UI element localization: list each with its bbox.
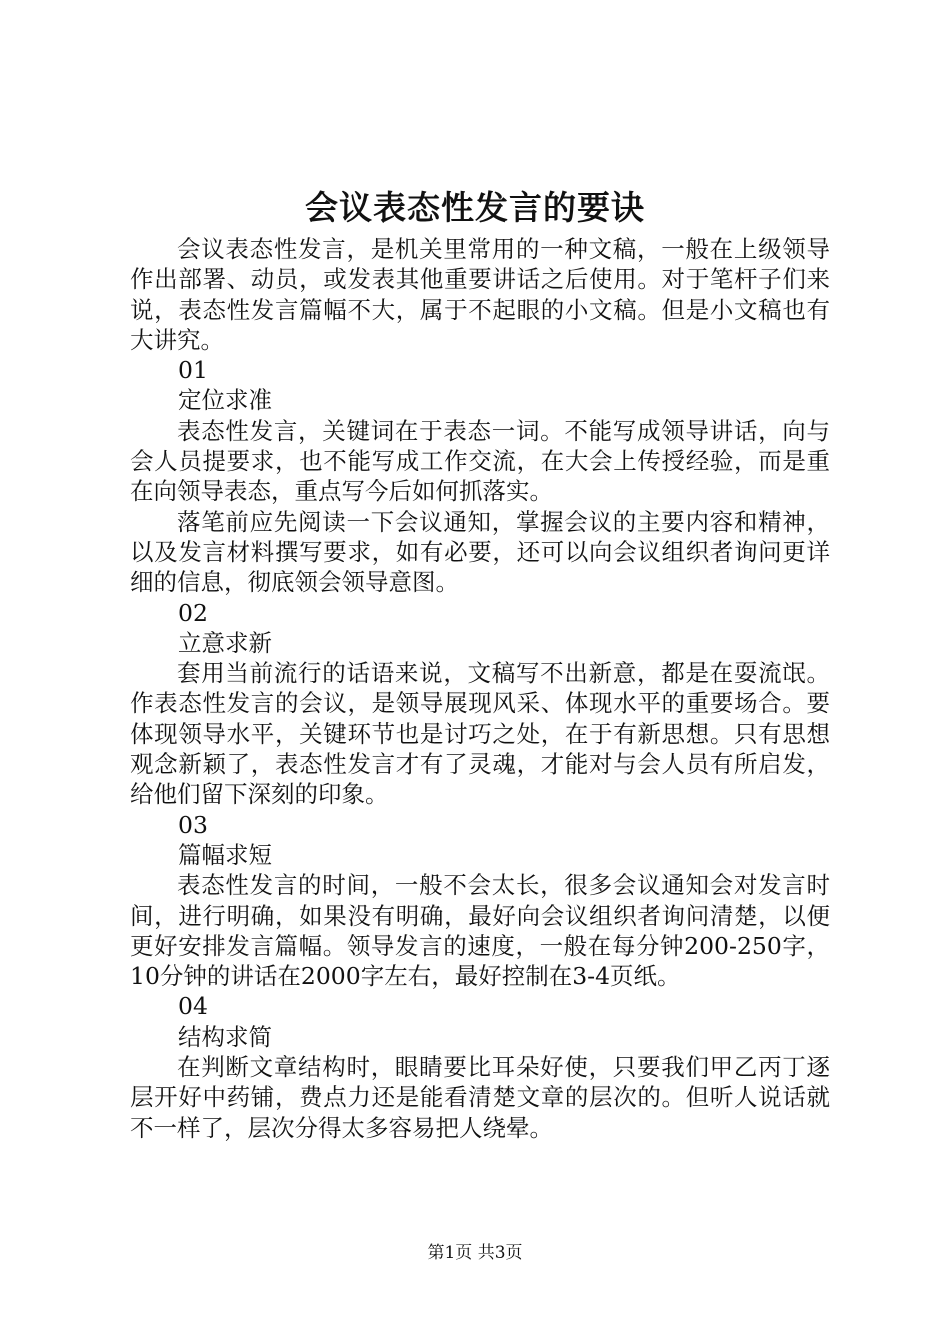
section-number: 02 — [178, 598, 208, 627]
section-heading: 篇幅求短 — [178, 840, 272, 869]
body-paragraph: 表态性发言的时间，一般不会太长，很多会议通知会对发言时间，进行明确，如果没有明确，最好向会议组织者询问清楚，以便更好安排发言篇幅。领导发言的速度，一般在每分钟200-250字，10分钟的讲话在2000字左右，最好控制在3-4页纸。 — [130, 871, 830, 991]
body-paragraph: 套用当前流行的话语来说，文稿写不出新意，都是在耍流氓。作表态性发言的会议，是领导展现风采、体现水平的重要场合。要体现领导水平，关键环节也是讨巧之处，在于有新思想。只有思想观念新颖了，表态性发言才有了灵魂，才能对与会人员有所启发，给他们留下深刻的印象。 — [130, 659, 830, 809]
body-paragraph: 表态性发言，关键词在于表态一词。不能写成领导讲话，向与会人员提要求，也不能写成工作交流，在大会上传授经验，而是重在向领导表态，重点写今后如何抓落实。 — [130, 416, 830, 506]
page-footer: 第1页 共3页 — [427, 1243, 523, 1263]
section-heading: 结构求简 — [178, 1022, 272, 1051]
section-number: 04 — [178, 992, 208, 1021]
section-number: 03 — [178, 810, 208, 839]
body-paragraph: 在判断文章结构时，眼睛要比耳朵好使，只要我们甲乙丙丁逐层开好中药铺，费点力还是能看清楚文章的层次的。但听人说话就不一样了，层次分得太多容易把人绕晕。 — [130, 1053, 830, 1142]
intro-paragraph: 会议表态性发言，是机关里常用的一种文稿，一般在上级领导作出部署、动员，或发表其他重要讲话之后使用。对于笔杆子们来说，表态性发言篇幅不大，属于不起眼的小文稿。但是小文稿也有大讲究。 — [130, 235, 830, 354]
document-title: 会议表态性发言的要诀 — [305, 188, 645, 227]
body-paragraph: 落笔前应先阅读一下会议通知，掌握会议的主要内容和精神，以及发言材料撰写要求，如有必要，还可以向会议组织者询问更详细的信息，彻底领会领导意图。 — [130, 507, 830, 597]
document-body — [130, 234, 830, 1143]
section-number: 01 — [178, 356, 208, 385]
section-heading: 立意求新 — [178, 628, 272, 657]
section-heading: 定位求准 — [178, 386, 272, 415]
